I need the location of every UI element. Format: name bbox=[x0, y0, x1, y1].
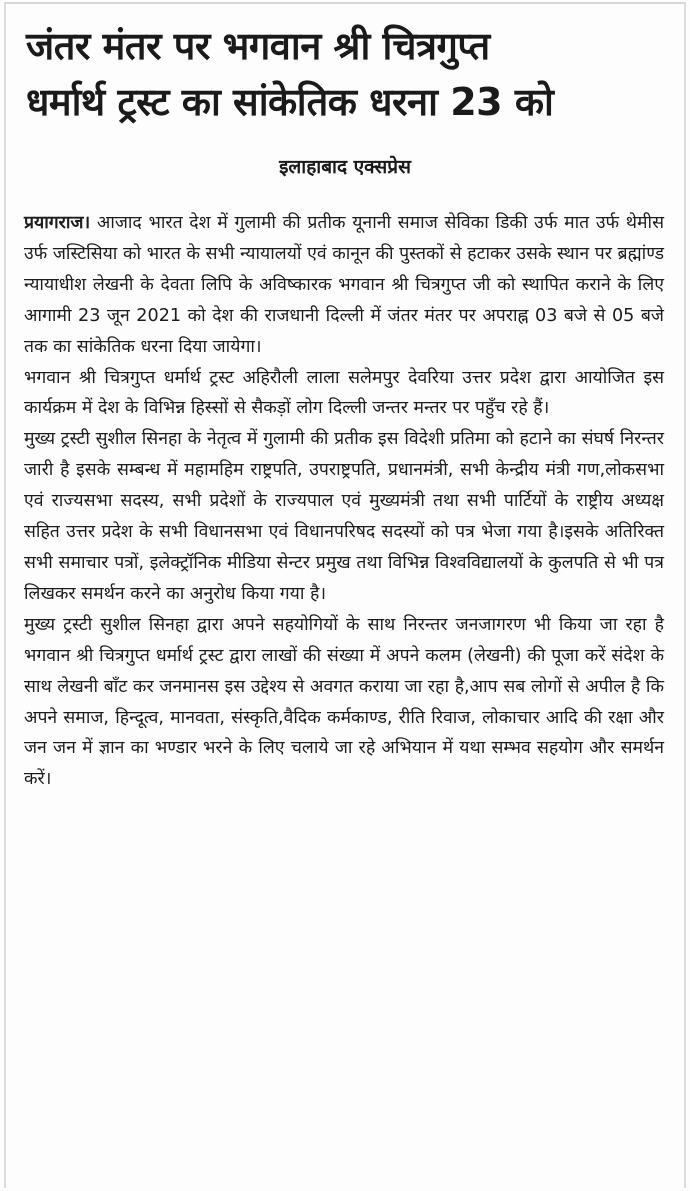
headline bbox=[26, 18, 676, 130]
clipping-top-edge bbox=[4, 2, 686, 4]
paragraph-3: मुख्य ट्रस्टी सुशील सिनहा के नेतृत्व में गुलामी की प्रतीक इस विदेशी प्रतिमा को हटाने का संघर्ष निरन्तर जारी है इसके सम्बन्ध में महामहिम राष्ट्रपति, उपराष्ट्रपति, प्रधानमंत्री, सभी केन्द्रीय मंत्री गण,लोकसभा एवं राज्यसभा सदस्य, सभी प्रदेशों के राज्यपाल एवं मुख्यमंत्री तथा सभी पार्टियों के राष्ट्रीय अध्यक्ष सहित उत्तर प्रदेश के सभी विधानसभा एवं विधानपरिषद सदस्यों को पत्र भेजा गया है।इसके अतिरिक्त सभी समाचार पत्रों, इलेक्ट्रॉनिक मीडिया सेन्टर प्रमुख तथा विभिन्न विश्वविद्यालयों के कुलपति से भी पत्र लिखकर समर्थन करने का अनुरोध किया गया है। bbox=[24, 429, 664, 604]
article-body bbox=[24, 208, 664, 795]
paragraph-2: भगवान श्री चित्रगुप्त धर्मार्थ ट्रस्ट अहिरौली लाला सलेमपुर देवरिया उत्तर प्रदेश द्वारा आयोजित इस कार्यक्रम में देश के विभिन्न हिस्सों से सैकड़ों लोग दिल्ली जन्तर मन्तर पर पहुँच रहे हैं। bbox=[24, 367, 664, 419]
headline-line-2: धर्मार्थ ट्रस्ट का सांकेतिक धरना 23 को bbox=[26, 80, 554, 124]
byline: इलाहाबाद एक्सप्रेस bbox=[279, 156, 411, 178]
paragraph-4: मुख्य ट्रस्टी सुशील सिनहा द्वारा अपने सहयोगियों के साथ निरन्तर जनजागरण भी किया जा रहा है भगवान श्री चित्रगुप्त धर्मार्थ ट्रस्ट द्वारा लाखों की संख्या में अपने कलम (लेखनी) की पूजा करें संदेश के साथ लेखनी बाँट कर जनमानस इस उद्देश्य से अवगत कराया जा रहा है,आप सब लोगों से अपील है कि अपने समाज, हिन्दूत्व, मानवता, संस्कृति,वैदिक कर्मकाण्ड, रीति रिवाज, लोकाचार आदि की रक्षा और जन जन में ज्ञान का भण्डार भरने के लिए चलाये जा रहे अभियान में यथा सम्भव सहयोग और समर्थन करें। bbox=[24, 614, 664, 790]
headline-line-1: जंतर मंतर पर भगवान श्री चित्रगुप्त bbox=[26, 24, 490, 68]
dateline: प्रयागराज। bbox=[24, 213, 91, 233]
paragraph-1-text: आजाद भारत देश में गुलामी की प्रतीक यूनानी समाज सेविका डिकी उर्फ मात उर्फ थेमीस उर्फ जस्टिसिया को भारत के सभी न्यायालयों एवं कानून की पुस्तकों से हटाकर उसके स्थान पर ब्रह्मांण्ड न्यायाधीश लेखनी के देवता लिपि के अविष्कारक भगवान श्री चित्रगुप्त जी को स्थापित कराने के लिए आगामी 23 जून 2021 को देश की राजधानी दिल्ली में जंतर मंतर पर अपराह्न 03 बजे से 05 बजे तक का सांकेतिक धरना दिया जायेगा। bbox=[24, 213, 664, 357]
paragraph-1 bbox=[24, 208, 664, 363]
